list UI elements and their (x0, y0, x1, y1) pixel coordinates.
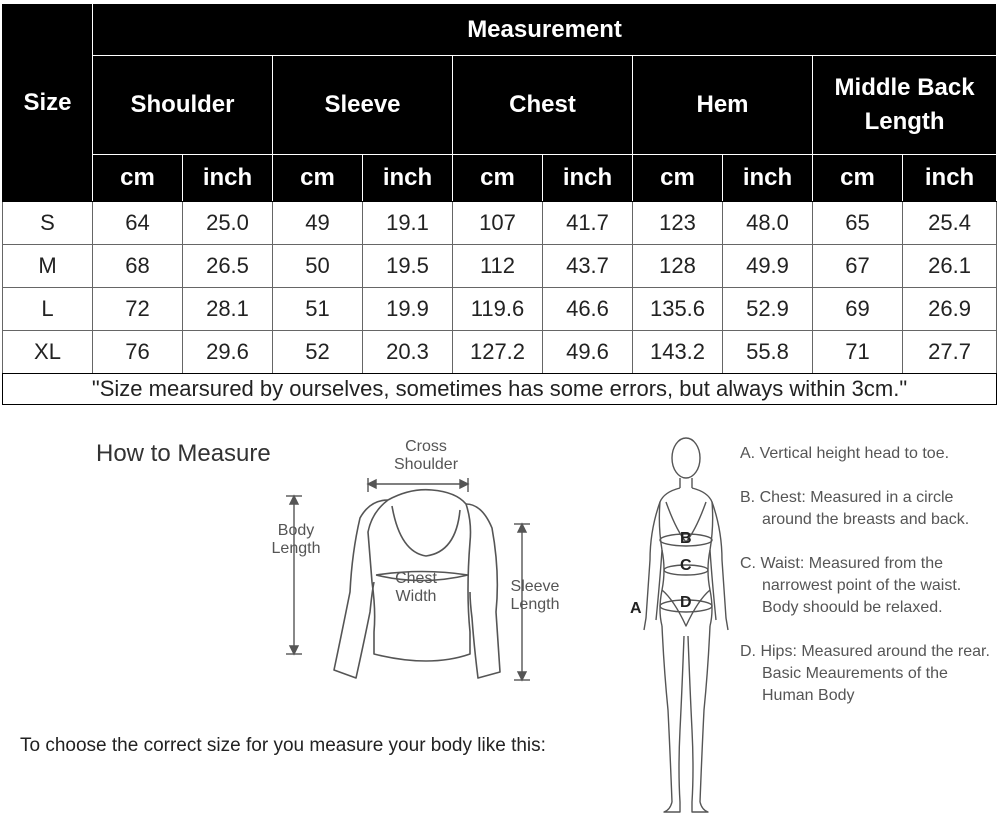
value-cell: 26.1 (903, 245, 997, 288)
value-cell: 49.6 (543, 331, 633, 374)
letter-b: B (680, 530, 692, 547)
shoulder-header: Shoulder (93, 56, 273, 155)
value-cell: 64 (93, 202, 183, 245)
value-cell: 19.5 (363, 245, 453, 288)
value-cell: 72 (93, 288, 183, 331)
size-cell: L (3, 288, 93, 331)
value-cell: 107 (453, 202, 543, 245)
unit-inch: inch (363, 155, 453, 202)
value-cell: 143.2 (633, 331, 723, 374)
value-cell: 119.6 (453, 288, 543, 331)
human-body-illustration (620, 430, 740, 825)
unit-cm: cm (453, 155, 543, 202)
how-to-measure-title: How to Measure (96, 440, 271, 467)
legend-item-hips: D. Hips: Measured around the rear. Basic Meaurements of the Human Body (740, 643, 990, 704)
value-cell: 71 (813, 331, 903, 374)
value-cell: 68 (93, 245, 183, 288)
cross-shoulder-label: Cross Shoulder (393, 438, 459, 473)
unit-inch: inch (903, 155, 997, 202)
value-cell: 51 (273, 288, 363, 331)
value-cell: 50 (273, 245, 363, 288)
value-cell: 127.2 (453, 331, 543, 374)
value-cell: 46.6 (543, 288, 633, 331)
measurement-note: "Size mearsured by ourselves, sometimes has some errors, but always within 3cm." (3, 374, 997, 405)
value-cell: 26.5 (183, 245, 273, 288)
measurement-header: Measurement (93, 5, 997, 56)
value-cell: 55.8 (723, 331, 813, 374)
value-cell: 20.3 (363, 331, 453, 374)
legend-item-height: A. Vertical height head to toe. (740, 445, 950, 462)
unit-inch: inch (723, 155, 813, 202)
unit-cm: cm (633, 155, 723, 202)
sleeve-length-label: Sleeve Length (510, 578, 560, 613)
size-cell: M (3, 245, 93, 288)
value-cell: 65 (813, 202, 903, 245)
value-cell: 135.6 (633, 288, 723, 331)
value-cell: 25.4 (903, 202, 997, 245)
legend-item-waist: C. Waist: Measured from the narrowest point of the waist. Body shoould be relaxed. (740, 555, 962, 616)
value-cell: 49 (273, 202, 363, 245)
value-cell: 28.1 (183, 288, 273, 331)
value-cell: 76 (93, 331, 183, 374)
chest-width-label: Chest Width (395, 570, 437, 605)
size-chart-table (2, 4, 997, 405)
value-cell: 52.9 (723, 288, 813, 331)
letter-d: D (680, 594, 692, 611)
value-cell: 43.7 (543, 245, 633, 288)
value-cell: 112 (453, 245, 543, 288)
sleeve-header: Sleeve (273, 56, 453, 155)
unit-cm: cm (93, 155, 183, 202)
table-row (3, 331, 997, 374)
size-cell: S (3, 202, 93, 245)
value-cell: 19.9 (363, 288, 453, 331)
value-cell: 123 (633, 202, 723, 245)
letter-a: A (630, 600, 642, 617)
measurement-legend (740, 443, 990, 729)
value-cell: 26.9 (903, 288, 997, 331)
value-cell: 19.1 (363, 202, 453, 245)
instruction-text: To choose the correct size for you measure your body like this: (20, 735, 546, 756)
garment-diagram (260, 432, 580, 702)
body-length-label: Body Length (271, 522, 321, 557)
value-cell: 27.7 (903, 331, 997, 374)
unit-inch: inch (183, 155, 273, 202)
value-cell: 67 (813, 245, 903, 288)
legend-item-chest: B. Chest: Measured in a circle around the breasts and back. (740, 489, 970, 528)
size-cell: XL (3, 331, 93, 374)
table-row (3, 288, 997, 331)
value-cell: 128 (633, 245, 723, 288)
table-row (3, 245, 997, 288)
value-cell: 25.0 (183, 202, 273, 245)
unit-inch: inch (543, 155, 633, 202)
middle-back-length-header: Middle Back Length (813, 56, 997, 155)
value-cell: 49.9 (723, 245, 813, 288)
hem-header: Hem (633, 56, 813, 155)
value-cell: 48.0 (723, 202, 813, 245)
unit-cm: cm (813, 155, 903, 202)
unit-cm: cm (273, 155, 363, 202)
value-cell: 29.6 (183, 331, 273, 374)
table-row (3, 202, 997, 245)
size-header: Size (3, 5, 93, 202)
value-cell: 41.7 (543, 202, 633, 245)
value-cell: 69 (813, 288, 903, 331)
value-cell: 52 (273, 331, 363, 374)
body-figure (620, 430, 740, 825)
chest-header: Chest (453, 56, 633, 155)
letter-c: C (680, 557, 692, 574)
